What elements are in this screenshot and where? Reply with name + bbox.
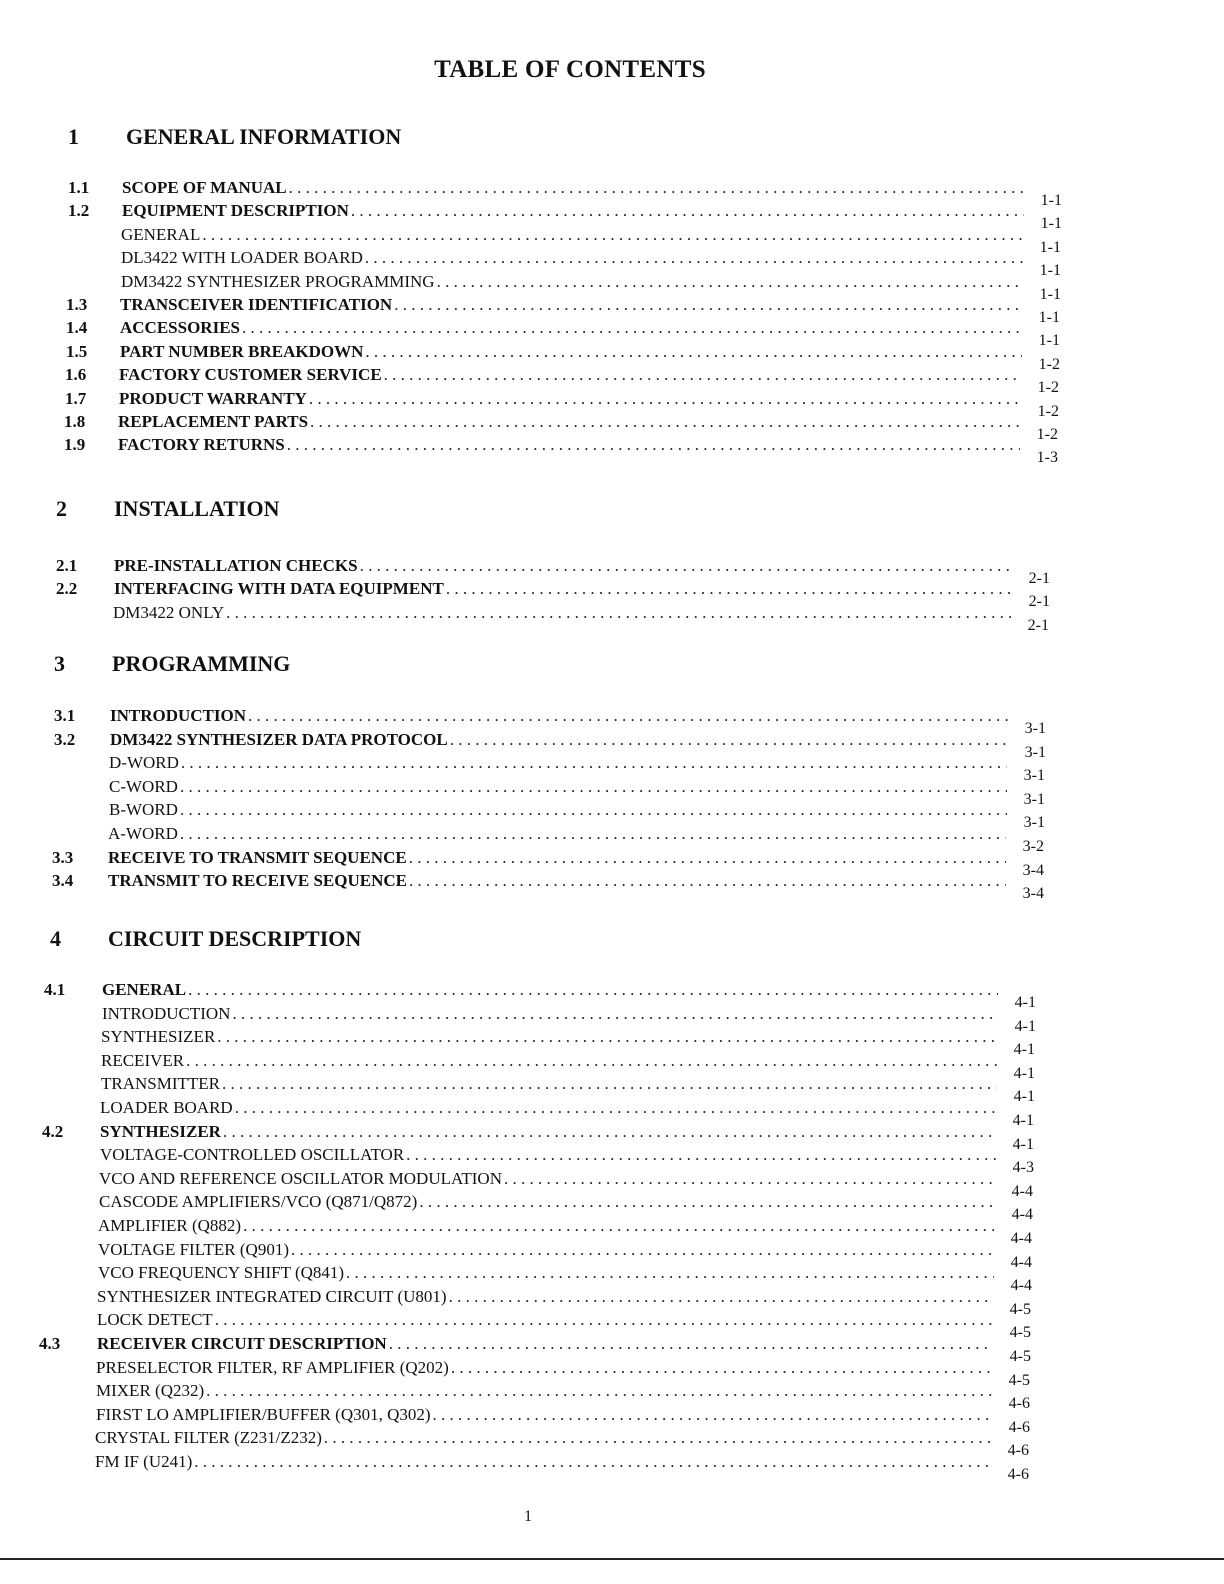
entry-number: 1.3 bbox=[66, 295, 88, 314]
entry-title: TRANSMITTER bbox=[101, 1074, 220, 1094]
entry-page-number: 2-1 bbox=[1028, 570, 1050, 587]
toc-entry-3-2[interactable] bbox=[54, 729, 1046, 761]
entry-page-number: 4-1 bbox=[1012, 1112, 1034, 1129]
bottom-rule bbox=[0, 1558, 1224, 1560]
chapter-number: 2 bbox=[56, 496, 67, 521]
entry-title: SCOPE OF MANUAL bbox=[122, 178, 287, 197]
entry-title: PRE-INSTALLATION CHECKS bbox=[114, 556, 358, 575]
entry-page-number: 3-4 bbox=[1022, 861, 1044, 879]
dot-leader bbox=[406, 1145, 996, 1165]
entry-number: 1.8 bbox=[64, 412, 86, 431]
toc-entry-synthesizer-integrated-circuit-u801[interactable] bbox=[39, 1286, 1031, 1318]
toc-entry-voltage-controlled-oscillator[interactable] bbox=[42, 1145, 1034, 1177]
dot-leader bbox=[186, 1051, 997, 1071]
entry-leader bbox=[101, 1074, 997, 1094]
dot-leader bbox=[215, 1310, 993, 1330]
dot-leader bbox=[446, 579, 1012, 599]
dot-leader bbox=[235, 1098, 996, 1118]
entry-page-number: 1-1 bbox=[1039, 262, 1061, 280]
entry-number: 3.1 bbox=[54, 706, 76, 725]
dot-leader bbox=[289, 178, 1024, 198]
toc-entry-introduction[interactable] bbox=[44, 1003, 1036, 1035]
dot-leader bbox=[243, 1216, 994, 1236]
entry-leader bbox=[97, 1310, 993, 1330]
dot-leader bbox=[291, 1240, 994, 1260]
dot-leader bbox=[360, 556, 1012, 576]
entry-page-number: 4-5 bbox=[1008, 1371, 1030, 1389]
toc-entry-cascode-amplifiers-vco-q871-q872[interactable] bbox=[41, 1192, 1033, 1224]
entry-title: DM3422 SYNTHESIZER PROGRAMMING bbox=[121, 271, 435, 291]
entry-page-number: 4-1 bbox=[1012, 1135, 1034, 1153]
chapter-heading-3 bbox=[54, 651, 654, 679]
entry-title: A-WORD bbox=[108, 824, 178, 843]
toc-entry-2-1[interactable] bbox=[56, 556, 1050, 587]
toc-entry-crystal-filter-z231-z232[interactable] bbox=[37, 1428, 1029, 1460]
entry-number: 1.1 bbox=[68, 178, 90, 197]
entry-leader bbox=[120, 342, 1022, 362]
dot-leader bbox=[310, 412, 1020, 432]
entry-title: SYNTHESIZER bbox=[100, 1121, 221, 1141]
dot-leader bbox=[217, 1027, 997, 1047]
entry-number: 1.7 bbox=[65, 388, 87, 408]
entry-leader bbox=[101, 1027, 997, 1047]
entry-number: 1.4 bbox=[66, 318, 88, 338]
entry-leader bbox=[97, 1287, 993, 1307]
dot-leader bbox=[389, 1334, 993, 1354]
entry-leader bbox=[95, 1452, 991, 1472]
entry-title: DM3422 SYNTHESIZER DATA PROTOCOL bbox=[110, 729, 448, 749]
entry-number: 1.9 bbox=[64, 435, 86, 455]
toc-entry-3-3[interactable] bbox=[52, 847, 1044, 879]
entry-title: CASCODE AMPLIFIERS/VCO (Q871/Q872) bbox=[99, 1192, 418, 1212]
entry-title: RECEIVER CIRCUIT DESCRIPTION bbox=[97, 1334, 387, 1353]
toc-entry-1-7[interactable] bbox=[65, 388, 1059, 420]
entry-title: C-WORD bbox=[109, 776, 178, 796]
entry-page-number: 1-1 bbox=[1040, 215, 1062, 233]
dot-leader bbox=[180, 777, 1007, 797]
entry-leader bbox=[121, 225, 1023, 245]
dot-leader bbox=[450, 730, 1008, 750]
entry-title: B-WORD bbox=[109, 800, 178, 820]
entry-leader bbox=[119, 389, 1021, 409]
entry-page-number: 4-1 bbox=[1013, 1041, 1035, 1059]
entry-leader bbox=[99, 1169, 995, 1189]
dot-leader bbox=[181, 753, 1007, 773]
entry-leader bbox=[109, 800, 1007, 820]
entry-page-number: 1-1 bbox=[1038, 332, 1060, 350]
entry-leader bbox=[113, 603, 1011, 623]
toc-entry-voltage-filter-q901[interactable] bbox=[40, 1239, 1032, 1271]
entry-number: 1.6 bbox=[65, 365, 87, 385]
toc-entry-4-1[interactable] bbox=[44, 980, 1036, 1011]
toc-entry-d-word[interactable] bbox=[53, 753, 1045, 785]
chapter-heading-2 bbox=[56, 496, 656, 524]
toc-entry-c-word[interactable] bbox=[53, 776, 1045, 808]
entry-number: 3.2 bbox=[54, 729, 76, 749]
entry-title: SYNTHESIZER bbox=[101, 1027, 216, 1047]
entry-leader bbox=[98, 1263, 994, 1283]
entry-leader bbox=[98, 1240, 994, 1260]
entry-title: FACTORY CUSTOMER SERVICE bbox=[119, 365, 382, 385]
toc-entry-1-9[interactable] bbox=[64, 435, 1058, 467]
toc-entry-vco-frequency-shift-q841[interactable] bbox=[40, 1263, 1032, 1295]
chapter-heading-4 bbox=[50, 926, 650, 954]
entry-title: FIRST LO AMPLIFIER/BUFFER (Q301, Q302) bbox=[96, 1404, 431, 1424]
entry-leader bbox=[96, 1405, 992, 1425]
entry-title: LOCK DETECT bbox=[97, 1310, 213, 1330]
toc-entry-3-1[interactable] bbox=[54, 706, 1046, 737]
entry-number: 2.2 bbox=[56, 579, 78, 599]
dot-leader bbox=[206, 1381, 992, 1401]
toc-entry-1-3[interactable] bbox=[66, 295, 1060, 326]
entry-title: PART NUMBER BREAKDOWN bbox=[120, 341, 364, 361]
toc-entry-general[interactable] bbox=[67, 224, 1061, 256]
entry-page-number: 4-4 bbox=[1010, 1230, 1032, 1247]
entry-title: AMPLIFIER (Q882) bbox=[98, 1216, 242, 1235]
entry-title: DL3422 WITH LOADER BOARD bbox=[121, 248, 363, 268]
dot-leader bbox=[365, 342, 1022, 362]
entry-page-number: 4-5 bbox=[1009, 1324, 1031, 1342]
entry-page-number: 3-1 bbox=[1023, 790, 1045, 808]
entry-title: SYNTHESIZER INTEGRATED CIRCUIT (U801) bbox=[97, 1286, 447, 1306]
entry-page-number: 1-2 bbox=[1038, 355, 1060, 373]
entry-title: FACTORY RETURNS bbox=[118, 435, 285, 455]
toc-entry-loader-board[interactable] bbox=[42, 1098, 1034, 1129]
chapter-title: CIRCUIT DESCRIPTION bbox=[108, 926, 362, 951]
entry-title: INTRODUCTION bbox=[110, 706, 247, 725]
entry-title: VCO FREQUENCY SHIFT (Q841) bbox=[98, 1263, 345, 1283]
entry-leader bbox=[100, 1122, 996, 1142]
entry-number: 1.2 bbox=[68, 201, 90, 221]
dot-leader bbox=[437, 272, 1023, 292]
entry-page-number: 4-6 bbox=[1007, 1466, 1029, 1483]
chapter-title: PROGRAMMING bbox=[112, 651, 291, 676]
toc-entry-b-word[interactable] bbox=[53, 800, 1045, 832]
entry-title: TRANSMIT TO RECEIVE SEQUENCE bbox=[108, 871, 408, 891]
entry-leader bbox=[121, 248, 1023, 268]
entry-leader bbox=[102, 1004, 998, 1024]
entry-title: D-WORD bbox=[109, 753, 179, 773]
entry-page-number: 4-6 bbox=[1008, 1418, 1030, 1436]
dot-leader bbox=[194, 1452, 991, 1472]
entry-page-number: 4-4 bbox=[1011, 1182, 1033, 1200]
entry-leader bbox=[120, 318, 1022, 338]
entry-leader bbox=[108, 848, 1006, 868]
dot-leader bbox=[451, 1358, 992, 1378]
entry-page-number: 2-1 bbox=[1027, 616, 1049, 634]
entry-title: RECEIVE TO TRANSMIT SEQUENCE bbox=[108, 847, 407, 867]
dot-leader bbox=[409, 871, 1006, 891]
toc-entry-amplifier-q882[interactable] bbox=[40, 1216, 1032, 1247]
toc-entry-dl3422-with-loader-board[interactable] bbox=[67, 248, 1061, 280]
toc-entry-a-word[interactable] bbox=[52, 824, 1044, 855]
entry-page-number: 4-1 bbox=[1013, 1064, 1035, 1082]
entry-page-number: 1-2 bbox=[1037, 402, 1059, 420]
entry-leader bbox=[118, 435, 1020, 455]
dot-leader bbox=[222, 1074, 997, 1094]
entry-leader bbox=[119, 365, 1021, 385]
dot-leader bbox=[287, 435, 1020, 455]
entry-page-number: 4-5 bbox=[1009, 1300, 1031, 1318]
entry-leader bbox=[95, 1428, 991, 1448]
toc-entry-1-4[interactable] bbox=[66, 318, 1060, 350]
dot-leader bbox=[433, 1405, 992, 1425]
chapter-title: INSTALLATION bbox=[114, 496, 280, 521]
toc-entry-mixer-q232[interactable] bbox=[38, 1381, 1030, 1413]
entry-leader bbox=[109, 753, 1007, 773]
entry-leader bbox=[108, 824, 1006, 844]
entry-leader bbox=[100, 1145, 996, 1165]
entry-page-number: 4-1 bbox=[1014, 994, 1036, 1011]
entry-page-number: 3-2 bbox=[1022, 838, 1044, 855]
dot-leader bbox=[232, 1004, 998, 1024]
dot-leader bbox=[504, 1169, 995, 1189]
dot-leader bbox=[449, 1287, 993, 1307]
entry-leader bbox=[108, 871, 1006, 891]
entry-page-number: 4-4 bbox=[1011, 1206, 1033, 1224]
toc-entry-1-6[interactable] bbox=[65, 365, 1059, 397]
entry-leader bbox=[109, 777, 1007, 797]
entry-page-number: 4-1 bbox=[1014, 1017, 1036, 1035]
toc-entry-transmitter[interactable] bbox=[43, 1074, 1035, 1106]
dot-leader bbox=[309, 389, 1021, 409]
toc-entry-receiver[interactable] bbox=[43, 1050, 1035, 1082]
entry-title: TRANSCEIVER IDENTIFICATION bbox=[120, 295, 393, 314]
entry-leader bbox=[122, 201, 1024, 221]
entry-leader bbox=[120, 295, 1022, 315]
entry-page-number: 1-3 bbox=[1036, 449, 1058, 467]
entry-title: INTRODUCTION bbox=[102, 1003, 231, 1023]
page-number: 1 bbox=[524, 1508, 532, 1525]
entry-page-number: 3-1 bbox=[1024, 743, 1046, 761]
entry-title: REPLACEMENT PARTS bbox=[118, 412, 309, 431]
entry-leader bbox=[110, 730, 1008, 750]
toc-entry-vco-and-reference-oscillator-modulation[interactable] bbox=[41, 1168, 1033, 1200]
entry-title: CRYSTAL FILTER (Z231/Z232) bbox=[95, 1428, 322, 1448]
entry-title: DM3422 ONLY bbox=[113, 602, 225, 622]
entry-page-number: 1-1 bbox=[1038, 309, 1060, 326]
entry-page-number: 3-1 bbox=[1024, 720, 1046, 737]
entry-title: PRODUCT WARRANTY bbox=[119, 388, 307, 408]
entry-page-number: 4-1 bbox=[1013, 1088, 1035, 1106]
dot-leader bbox=[409, 848, 1006, 868]
entry-leader bbox=[96, 1358, 992, 1378]
entry-title: LOADER BOARD bbox=[100, 1098, 233, 1117]
dot-leader bbox=[351, 201, 1024, 221]
entry-title: PRESELECTOR FILTER, RF AMPLIFIER (Q202) bbox=[96, 1357, 449, 1377]
entry-leader bbox=[97, 1334, 993, 1354]
dot-leader bbox=[248, 706, 1008, 726]
toc-entry-first-lo-amplifier-buffer-q301-q302[interactable] bbox=[38, 1404, 1030, 1436]
entry-number: 1.5 bbox=[66, 341, 88, 361]
toc-entry-fm-if-u241[interactable] bbox=[37, 1452, 1029, 1483]
page-title: TABLE OF CONTENTS bbox=[434, 56, 706, 83]
entry-number: 4.1 bbox=[44, 980, 66, 999]
chapter-title: GENERAL INFORMATION bbox=[126, 124, 402, 149]
entry-title: ACCESSORIES bbox=[120, 318, 240, 338]
dot-leader bbox=[242, 318, 1022, 338]
chapter-number: 1 bbox=[68, 124, 79, 149]
dot-leader bbox=[384, 365, 1021, 385]
entry-title: RECEIVER bbox=[101, 1050, 185, 1070]
chapter-heading-1 bbox=[68, 124, 668, 152]
entry-title: VOLTAGE FILTER (Q901) bbox=[98, 1239, 289, 1259]
toc-entry-4-2[interactable] bbox=[42, 1121, 1034, 1153]
entry-leader bbox=[118, 412, 1020, 432]
chapter-number: 4 bbox=[50, 926, 61, 951]
dot-leader bbox=[226, 603, 1011, 623]
toc-entry-synthesizer[interactable] bbox=[43, 1027, 1035, 1059]
entry-leader bbox=[122, 178, 1024, 198]
entry-title: VCO AND REFERENCE OSCILLATOR MODULATION bbox=[99, 1168, 502, 1188]
toc-entry-2-2[interactable] bbox=[56, 579, 1050, 611]
entry-page-number: 1-2 bbox=[1037, 379, 1059, 397]
entry-number: 2.1 bbox=[56, 556, 78, 575]
entry-number: 3.4 bbox=[52, 871, 74, 891]
entry-page-number: 4-4 bbox=[1010, 1253, 1032, 1271]
entry-page-number: 1-2 bbox=[1036, 426, 1058, 443]
dot-leader bbox=[202, 225, 1023, 245]
dot-leader bbox=[223, 1122, 996, 1142]
chapter-number: 3 bbox=[54, 651, 65, 676]
entry-leader bbox=[98, 1216, 994, 1236]
entry-leader bbox=[114, 579, 1012, 599]
dot-leader bbox=[180, 800, 1007, 820]
entry-leader bbox=[114, 556, 1012, 576]
dot-leader bbox=[419, 1192, 995, 1212]
entry-number: 4.3 bbox=[39, 1334, 61, 1353]
entry-number: 3.3 bbox=[52, 847, 74, 867]
entry-page-number: 1-1 bbox=[1039, 285, 1061, 303]
entry-leader bbox=[102, 980, 998, 1000]
entry-page-number: 4-3 bbox=[1012, 1159, 1034, 1177]
entry-number: 4.2 bbox=[42, 1121, 64, 1141]
entry-title: VOLTAGE-CONTROLLED OSCILLATOR bbox=[100, 1145, 405, 1165]
toc-entry-1-8[interactable] bbox=[64, 412, 1058, 443]
entry-leader bbox=[101, 1051, 997, 1071]
entry-title: MIXER (Q232) bbox=[96, 1381, 205, 1401]
entry-title: INTERFACING WITH DATA EQUIPMENT bbox=[114, 579, 444, 599]
toc-entry-preselector-filter-rf-amplifier-q202[interactable] bbox=[38, 1357, 1030, 1389]
toc-entry-1-1[interactable] bbox=[68, 178, 1062, 209]
entry-leader bbox=[110, 706, 1008, 726]
entry-title: GENERAL bbox=[121, 224, 201, 244]
entry-page-number: 3-1 bbox=[1023, 767, 1045, 785]
toc-entry-dm3422-synthesizer-programming[interactable] bbox=[67, 271, 1061, 303]
dot-leader bbox=[346, 1263, 994, 1283]
entry-page-number: 4-5 bbox=[1009, 1348, 1031, 1365]
entry-leader bbox=[99, 1192, 995, 1212]
toc-entry-dm3422-only[interactable] bbox=[55, 602, 1049, 634]
dot-leader bbox=[180, 824, 1006, 844]
entry-title: FM IF (U241) bbox=[95, 1452, 193, 1471]
entry-page-number: 4-6 bbox=[1007, 1442, 1029, 1460]
entry-leader bbox=[96, 1381, 992, 1401]
entry-title: EQUIPMENT DESCRIPTION bbox=[122, 201, 349, 221]
entry-page-number: 4-4 bbox=[1010, 1277, 1032, 1295]
entry-page-number: 3-4 bbox=[1022, 885, 1044, 903]
entry-leader bbox=[100, 1098, 996, 1118]
toc-entry-lock-detect[interactable] bbox=[39, 1310, 1031, 1342]
entry-leader bbox=[121, 272, 1023, 292]
toc-entry-1-2[interactable] bbox=[68, 201, 1062, 233]
toc-entry-4-3[interactable] bbox=[39, 1334, 1031, 1365]
dot-leader bbox=[365, 248, 1023, 268]
toc-entry-3-4[interactable] bbox=[52, 871, 1044, 903]
entry-page-number: 3-1 bbox=[1023, 814, 1045, 832]
dot-leader bbox=[188, 980, 998, 1000]
dot-leader bbox=[394, 295, 1022, 315]
entry-page-number: 1-1 bbox=[1039, 238, 1061, 256]
entry-page-number: 1-1 bbox=[1040, 192, 1062, 209]
entry-title: GENERAL bbox=[102, 980, 187, 999]
entry-page-number: 4-6 bbox=[1008, 1395, 1030, 1413]
entry-page-number: 2-1 bbox=[1028, 593, 1050, 611]
dot-leader bbox=[324, 1428, 991, 1448]
